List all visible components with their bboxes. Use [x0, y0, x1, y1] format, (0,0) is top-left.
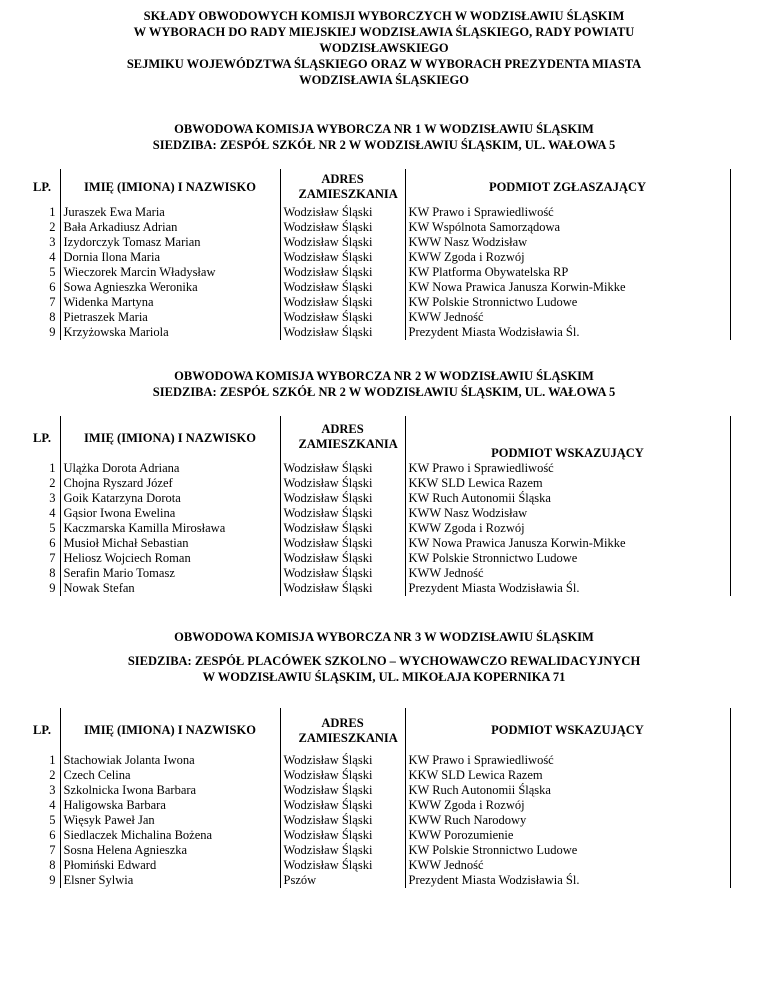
member-name: Czech Celina	[60, 768, 280, 783]
row-number: 7	[49, 295, 56, 309]
nominating-entity: KW Platforma Obywatelska RP	[405, 265, 730, 280]
member-name: Haligowska Barbara	[60, 798, 280, 813]
member-address: Wodzisław Śląski	[280, 536, 405, 551]
column-header-subject: PODMIOT ZGŁASZAJĄCY	[405, 169, 730, 205]
table-row	[30, 235, 730, 250]
member-name: Goik Katarzyna Dorota	[60, 491, 280, 506]
member-name: Pietraszek Maria	[60, 310, 280, 325]
row-number: 6	[49, 280, 56, 294]
commission-seat: SIEDZIBA: ZESPÓŁ SZKÓŁ NR 2 W WODZISŁAWIU ŚLĄSKIM, UL. WAŁOWA 5	[152, 138, 616, 152]
member-name: Widenka Martyna	[60, 295, 280, 310]
member-name: Płomiński Edward	[60, 858, 280, 873]
nominating-entity: Prezydent Miasta Wodzisławia Śl.	[405, 325, 730, 340]
member-address: Wodzisław Śląski	[280, 265, 405, 280]
nominating-entity: KWW Zgoda i Rozwój	[405, 521, 730, 536]
row-number: 4	[49, 250, 56, 264]
member-name: Dornia Ilona Maria	[60, 250, 280, 265]
column-header-address: ADRES ZAMIESZKANIA	[280, 416, 405, 461]
commission-title: OBWODOWA KOMISJA WYBORCZA NR 3 W WODZISŁAWIU ŚLĄSKIM	[174, 630, 594, 644]
nominating-entity: KWW Jedność	[405, 566, 730, 581]
member-name: Więsyk Paweł Jan	[60, 813, 280, 828]
nominating-entity: KW Ruch Autonomii Śląska	[405, 783, 730, 798]
member-address: Wodzisław Śląski	[280, 220, 405, 235]
column-header-subject: PODMIOT WSKAZUJĄCY	[405, 708, 730, 753]
member-address: Wodzisław Śląski	[280, 798, 405, 813]
table-row	[30, 476, 730, 491]
nominating-entity: KWW Porozumienie	[405, 828, 730, 843]
member-name: Szkolnicka Iwona Barbara	[60, 783, 280, 798]
member-name: Krzyżowska Mariola	[60, 325, 280, 340]
nominating-entity: KW Polskie Stronnictwo Ludowe	[405, 843, 730, 858]
column-header-name: IMIĘ (IMIONA) I NAZWISKO	[60, 169, 280, 205]
nominating-entity: KWW Zgoda i Rozwój	[405, 250, 730, 265]
member-address: Wodzisław Śląski	[280, 250, 405, 265]
member-address: Wodzisław Śląski	[280, 783, 405, 798]
nominating-entity: KW Nowa Prawica Janusza Korwin-Mikke	[405, 280, 730, 295]
member-address: Wodzisław Śląski	[280, 768, 405, 783]
header-line: SEJMIKU WOJEWÓDZTWA ŚLĄSKIEGO ORAZ W WYBORACH PREZYDENTA MIASTA	[126, 57, 642, 71]
row-number: 3	[49, 491, 56, 505]
row-number: 1	[49, 753, 56, 767]
column-header-name: IMIĘ (IMIONA) I NAZWISKO	[60, 416, 280, 461]
table-row	[30, 581, 730, 596]
row-number: 5	[49, 521, 56, 535]
member-address: Wodzisław Śląski	[280, 566, 405, 581]
member-name: Heliosz Wojciech Roman	[60, 551, 280, 566]
table-row	[30, 325, 730, 340]
member-address: Wodzisław Śląski	[280, 813, 405, 828]
table-row	[30, 536, 730, 551]
nominating-entity: Prezydent Miasta Wodzisławia Śl.	[405, 581, 730, 596]
table-row	[30, 310, 730, 325]
table-row	[30, 858, 730, 873]
table-row	[30, 295, 730, 310]
member-name: Juraszek Ewa Maria	[60, 205, 280, 220]
nominating-entity: KW Nowa Prawica Janusza Korwin-Mikke	[405, 536, 730, 551]
nominating-entity: KW Wspólnota Samorządowa	[405, 220, 730, 235]
row-number: 9	[49, 581, 56, 595]
member-name: Gąsior Iwona Ewelina	[60, 506, 280, 521]
member-name: Musioł Michał Sebastian	[60, 536, 280, 551]
column-header-lp: LP.	[33, 431, 51, 445]
nominating-entity: Prezydent Miasta Wodzisławia Śl.	[405, 873, 730, 888]
column-header-lp: LP.	[33, 723, 51, 737]
member-address: Wodzisław Śląski	[280, 205, 405, 220]
nominating-entity: KWW Nasz Wodzisław	[405, 235, 730, 250]
nominating-entity: KKW SLD Lewica Razem	[405, 476, 730, 491]
commission-1-table	[30, 169, 731, 340]
member-address: Wodzisław Śląski	[280, 310, 405, 325]
row-number: 2	[49, 220, 56, 234]
row-number: 6	[49, 828, 56, 842]
table-row	[30, 566, 730, 581]
row-number: 1	[49, 461, 56, 475]
table-row	[30, 205, 730, 220]
column-header-name: IMIĘ (IMIONA) I NAZWISKO	[60, 708, 280, 753]
column-header-address: ADRES ZAMIESZKANIA	[280, 708, 405, 753]
nominating-entity: KW Prawo i Sprawiedliwość	[405, 753, 730, 768]
member-address: Wodzisław Śląski	[280, 491, 405, 506]
row-number: 7	[49, 551, 56, 565]
member-name: Wieczorek Marcin Władysław	[60, 265, 280, 280]
header-line: W WYBORACH DO RADY MIEJSKIEJ WODZISŁAWIA ŚLĄSKIEGO, RADY POWIATU	[133, 25, 635, 39]
member-address: Wodzisław Śląski	[280, 325, 405, 340]
nominating-entity: KKW SLD Lewica Razem	[405, 768, 730, 783]
header-line: WODZISŁAWIA ŚLĄSKIEGO	[299, 73, 469, 87]
commission-1-heading	[40, 121, 728, 153]
header-line: SKŁADY OBWODOWYCH KOMISJI WYBORCZYCH W WODZISŁAWIU ŚLĄSKIM	[143, 9, 625, 23]
member-address: Wodzisław Śląski	[280, 476, 405, 491]
member-name: Siedlaczek Michalina Bożena	[60, 828, 280, 843]
row-number: 5	[49, 813, 56, 827]
table-row	[30, 873, 730, 888]
table-row	[30, 783, 730, 798]
member-address: Wodzisław Śląski	[280, 295, 405, 310]
nominating-entity: KW Polskie Stronnictwo Ludowe	[405, 295, 730, 310]
member-address: Pszów	[280, 873, 405, 888]
commission-seat: SIEDZIBA: ZESPÓŁ PLACÓWEK SZKOLNO – WYCHOWAWCZO REWALIDACYJNYCH	[127, 654, 641, 668]
row-number: 2	[49, 476, 56, 490]
member-name: Serafin Mario Tomasz	[60, 566, 280, 581]
member-name: Chojna Ryszard Józef	[60, 476, 280, 491]
nominating-entity: KWW Jedność	[405, 858, 730, 873]
member-address: Wodzisław Śląski	[280, 551, 405, 566]
header-line: WODZISŁAWSKIEGO	[319, 41, 449, 55]
table-row	[30, 828, 730, 843]
member-address: Wodzisław Śląski	[280, 581, 405, 596]
nominating-entity: KW Prawo i Sprawiedliwość	[405, 205, 730, 220]
table-row	[30, 265, 730, 280]
commission-2-table	[30, 416, 731, 596]
table-row	[30, 521, 730, 536]
member-address: Wodzisław Śląski	[280, 843, 405, 858]
table-row	[30, 813, 730, 828]
table-row	[30, 461, 730, 476]
row-number: 1	[49, 205, 56, 219]
member-name: Bała Arkadiusz Adrian	[60, 220, 280, 235]
commission-seat: SIEDZIBA: ZESPÓŁ SZKÓŁ NR 2 W WODZISŁAWIU ŚLĄSKIM, UL. WAŁOWA 5	[152, 385, 616, 399]
member-address: Wodzisław Śląski	[280, 235, 405, 250]
member-name: Ulążka Dorota Adriana	[60, 461, 280, 476]
commission-title: OBWODOWA KOMISJA WYBORCZA NR 2 W WODZISŁAWIU ŚLĄSKIM	[174, 369, 594, 383]
table-row	[30, 843, 730, 858]
row-number: 9	[49, 325, 56, 339]
member-address: Wodzisław Śląski	[280, 506, 405, 521]
nominating-entity: KWW Nasz Wodzisław	[405, 506, 730, 521]
row-number: 6	[49, 536, 56, 550]
row-number: 2	[49, 768, 56, 782]
commission-3-seat	[40, 653, 728, 685]
nominating-entity: KWW Ruch Narodowy	[405, 813, 730, 828]
nominating-entity: KW Polskie Stronnictwo Ludowe	[405, 551, 730, 566]
member-address: Wodzisław Śląski	[280, 461, 405, 476]
member-address: Wodzisław Śląski	[280, 753, 405, 768]
nominating-entity: KWW Jedność	[405, 310, 730, 325]
document-header	[40, 8, 728, 88]
member-name: Sosna Helena Agnieszka	[60, 843, 280, 858]
nominating-entity: KW Prawo i Sprawiedliwość	[405, 461, 730, 476]
member-name: Elsner Sylwia	[60, 873, 280, 888]
row-number: 8	[49, 310, 56, 324]
row-number: 4	[49, 506, 56, 520]
member-name: Nowak Stefan	[60, 581, 280, 596]
member-name: Izydorczyk Tomasz Marian	[60, 235, 280, 250]
table-row	[30, 753, 730, 768]
table-row	[30, 798, 730, 813]
row-number: 5	[49, 265, 56, 279]
member-address: Wodzisław Śląski	[280, 858, 405, 873]
member-address: Wodzisław Śląski	[280, 280, 405, 295]
row-number: 8	[49, 566, 56, 580]
commission-3-table	[30, 708, 731, 888]
member-name: Sowa Agnieszka Weronika	[60, 280, 280, 295]
commission-3-heading	[40, 629, 728, 645]
row-number: 3	[49, 783, 56, 797]
table-row	[30, 768, 730, 783]
row-number: 4	[49, 798, 56, 812]
column-header-lp: LP.	[33, 179, 51, 194]
commission-2-heading	[40, 368, 728, 400]
member-address: Wodzisław Śląski	[280, 521, 405, 536]
table-row	[30, 220, 730, 235]
table-row	[30, 506, 730, 521]
table-row	[30, 491, 730, 506]
row-number: 9	[49, 873, 56, 887]
row-number: 7	[49, 843, 56, 857]
nominating-entity: KWW Zgoda i Rozwój	[405, 798, 730, 813]
commission-seat: W WODZISŁAWIU ŚLĄSKIM, UL. MIKOŁAJA KOPERNIKA 71	[202, 670, 566, 684]
member-address: Wodzisław Śląski	[280, 828, 405, 843]
table-row	[30, 551, 730, 566]
nominating-entity: KW Ruch Autonomii Śląska	[405, 491, 730, 506]
table-row	[30, 250, 730, 265]
member-name: Stachowiak Jolanta Iwona	[60, 753, 280, 768]
table-row	[30, 280, 730, 295]
member-name: Kaczmarska Kamilla Mirosława	[60, 521, 280, 536]
row-number: 3	[49, 235, 56, 249]
column-header-subject: PODMIOT WSKAZUJĄCY	[405, 416, 730, 461]
commission-title: OBWODOWA KOMISJA WYBORCZA NR 1 W WODZISŁAWIU ŚLĄSKIM	[174, 122, 594, 136]
column-header-address: ADRES ZAMIESZKANIA	[280, 169, 405, 205]
row-number: 8	[49, 858, 56, 872]
